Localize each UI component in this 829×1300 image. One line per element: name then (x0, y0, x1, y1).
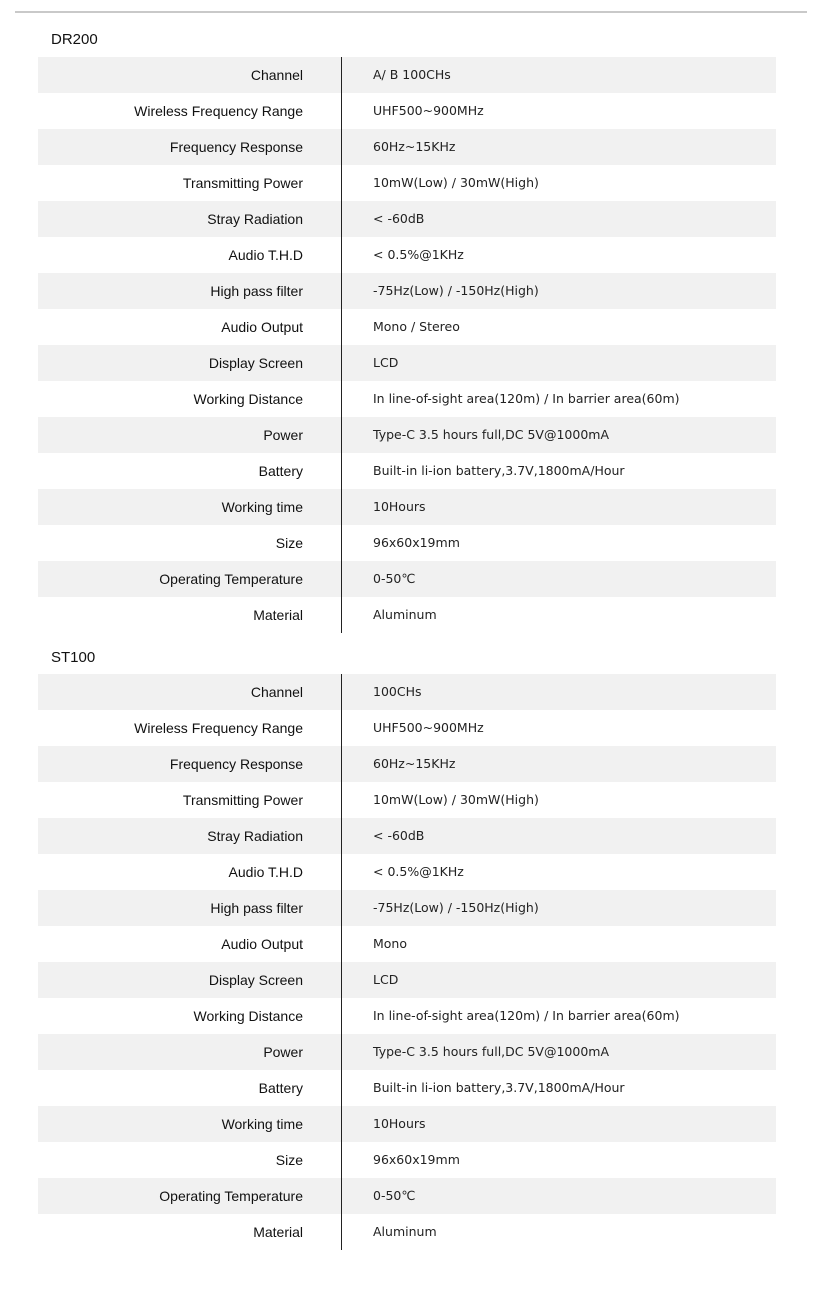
spec-value: 10mW(Low) / 30mW(High) (373, 792, 539, 807)
spec-label: Display Screen (208, 972, 303, 988)
spec-row (38, 782, 776, 818)
spec-row (38, 1142, 776, 1178)
spec-value: LCD (373, 972, 399, 987)
spec-value: 60Hz~15KHz (373, 756, 456, 771)
spec-value: Built-in li-ion battery,3.7V,1800mA/Hour (373, 463, 625, 478)
spec-value: Aluminum (373, 1224, 437, 1239)
spec-label: Display Screen (208, 355, 303, 371)
spec-value: Mono / Stereo (373, 319, 460, 334)
spec-label: Material (253, 1224, 303, 1240)
spec-value: 0-50℃ (373, 571, 416, 586)
spec-label: Audio Output (221, 936, 303, 952)
spec-row (38, 818, 776, 854)
spec-value: -75Hz(Low) / -150Hz(High) (373, 283, 539, 298)
spec-label: Channel (250, 684, 303, 700)
spec-value: 96x60x19mm (373, 1152, 460, 1167)
spec-value: 0-50℃ (373, 1188, 416, 1203)
spec-value: UHF500~900MHz (373, 720, 484, 735)
spec-row (38, 57, 776, 93)
spec-label: Stray Radiation (207, 211, 303, 227)
spec-label: Working time (221, 1116, 303, 1132)
spec-value: 96x60x19mm (373, 535, 460, 550)
spec-row (38, 890, 776, 926)
spec-row (38, 129, 776, 165)
spec-row (38, 1070, 776, 1106)
spec-value: 10mW(Low) / 30mW(High) (373, 175, 539, 190)
spec-value: A/ B 100CHs (373, 67, 451, 82)
spec-row (38, 525, 776, 561)
spec-row (38, 710, 776, 746)
spec-row (38, 273, 776, 309)
spec-label: High pass filter (210, 900, 303, 916)
spec-label: Channel (250, 67, 303, 83)
spec-label: Working Distance (193, 1008, 303, 1024)
spec-value: < -60dB (373, 828, 425, 843)
spec-row (38, 417, 776, 453)
spec-row (38, 597, 776, 633)
spec-row (38, 746, 776, 782)
spec-value: < -60dB (373, 211, 425, 226)
spec-label: Wireless Frequency Range (134, 720, 303, 736)
spec-label: Transmitting Power (182, 792, 303, 808)
spec-value: < 0.5%@1KHz (373, 864, 464, 879)
spec-row (38, 1178, 776, 1214)
spec-row (38, 1034, 776, 1070)
spec-label: Material (253, 607, 303, 623)
spec-value: 100CHs (373, 684, 422, 699)
spec-value: In line-of-sight area(120m) / In barrier area(60m) (373, 391, 680, 406)
spec-table-st100 (38, 674, 776, 1250)
spec-row (38, 998, 776, 1034)
spec-label: Transmitting Power (182, 175, 303, 191)
spec-row (38, 381, 776, 417)
spec-value: 10Hours (373, 499, 426, 514)
spec-row (38, 453, 776, 489)
spec-label: Audio T.H.D (228, 864, 303, 880)
spec-row (38, 674, 776, 710)
spec-row (38, 489, 776, 525)
spec-value: < 0.5%@1KHz (373, 247, 464, 262)
spec-label: Size (275, 1152, 303, 1168)
spec-value: Aluminum (373, 607, 437, 622)
spec-label: Audio T.H.D (228, 247, 303, 263)
spec-label: High pass filter (210, 283, 303, 299)
spec-label: Frequency Response (169, 139, 303, 155)
spec-label: Stray Radiation (207, 828, 303, 844)
spec-row (38, 962, 776, 998)
spec-row (38, 1106, 776, 1142)
spec-row (38, 561, 776, 597)
spec-value: Built-in li-ion battery,3.7V,1800mA/Hour (373, 1080, 625, 1095)
spec-value: Type-C 3.5 hours full,DC 5V@1000mA (373, 1044, 610, 1059)
spec-value: 60Hz~15KHz (373, 139, 456, 154)
spec-label: Size (275, 535, 303, 551)
spec-row (38, 165, 776, 201)
spec-value: 10Hours (373, 1116, 426, 1131)
section-title-st100: ST100 (51, 649, 96, 666)
spec-value: Mono (373, 936, 408, 951)
spec-value: Type-C 3.5 hours full,DC 5V@1000mA (373, 427, 610, 442)
spec-label: Operating Temperature (159, 1188, 303, 1204)
spec-label: Audio Output (221, 319, 303, 335)
spec-label: Working time (221, 499, 303, 515)
spec-label: Power (263, 1044, 303, 1060)
spec-row (38, 309, 776, 345)
spec-row (38, 926, 776, 962)
spec-label: Operating Temperature (159, 571, 303, 587)
spec-label: Working Distance (193, 391, 303, 407)
top-divider (15, 11, 807, 13)
spec-label: Power (263, 427, 303, 443)
section-title-dr200: DR200 (51, 31, 98, 48)
spec-row (38, 854, 776, 890)
spec-label: Battery (258, 463, 303, 479)
spec-row (38, 201, 776, 237)
spec-row (38, 93, 776, 129)
spec-label: Wireless Frequency Range (134, 103, 303, 119)
spec-table-dr200 (38, 57, 776, 633)
spec-label: Frequency Response (169, 756, 303, 772)
spec-value: LCD (373, 355, 399, 370)
spec-row (38, 345, 776, 381)
spec-value: UHF500~900MHz (373, 103, 484, 118)
spec-row (38, 1214, 776, 1250)
spec-value: -75Hz(Low) / -150Hz(High) (373, 900, 539, 915)
spec-label: Battery (258, 1080, 303, 1096)
spec-value: In line-of-sight area(120m) / In barrier area(60m) (373, 1008, 680, 1023)
spec-row (38, 237, 776, 273)
